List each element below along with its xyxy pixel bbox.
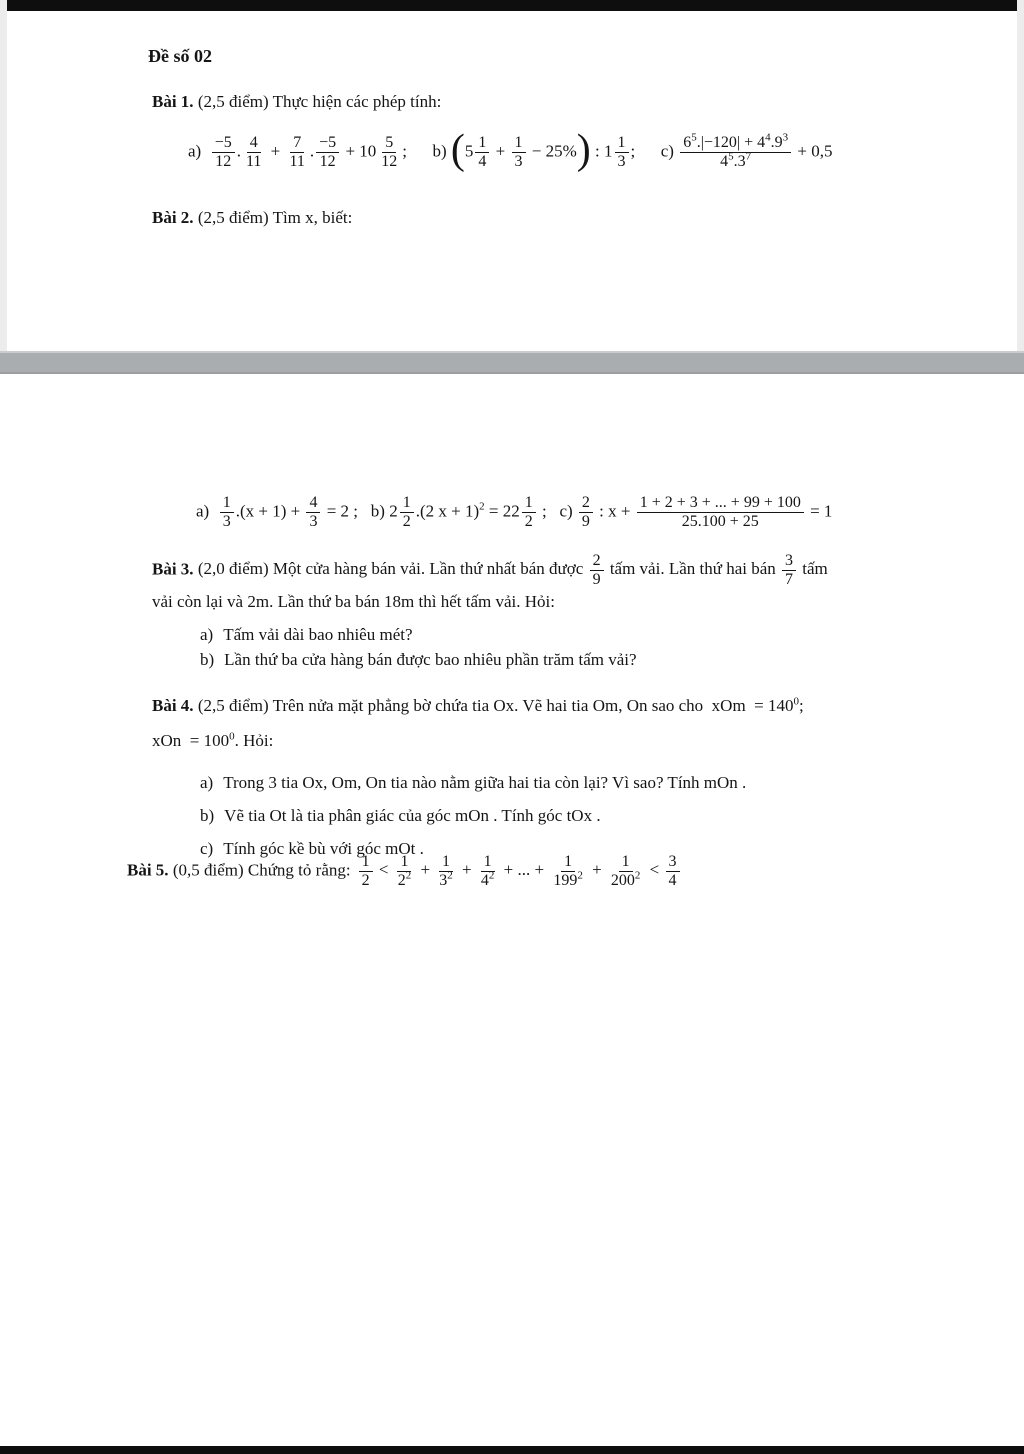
photo-top-bar [7, 0, 1017, 11]
problem-4-statement [152, 688, 952, 758]
item-label: c) [200, 839, 214, 858]
problem-4-item-a [152, 770, 952, 796]
problem-3-item-b [152, 647, 952, 672]
problem-3-statement [152, 552, 952, 615]
problem-2-intro: (2,5 điểm) Tìm x, biết: [193, 208, 353, 227]
problem-5-expressions: $\frac{1}{2}$ < $\frac{1}{2^2}$ + $\frac{1}{3^2}$ + $\frac{1}{4^2}$ + ... + $\frac{1}{199^2}$ + $\frac{1}{200^2}$ < $\frac{3}{4}$ [357, 860, 682, 879]
problem-3-item-a [152, 622, 952, 647]
item-label: a) [200, 624, 214, 644]
item-text: Lần thứ ba cửa hàng bán được bao nhiêu phần trăm tấm vải? [224, 649, 637, 669]
item-label: a) [200, 773, 214, 792]
photo-bottom-bar [0, 1446, 1024, 1454]
problem-2-heading [152, 208, 352, 228]
page-title: Đề số 02 [148, 46, 212, 66]
problem-1-expressions: a) $\frac{-5}{12}$ . $\frac{4}{11}$ + $\frac{7}{11}$ . $\frac{-5}{12}$ + 10 $\frac{5}{12}$ ; b) (5 $\frac{1}{4}$ + $\frac{1}{3}$ − 25%) : 1 $\frac{1}{3}$ ; c) $\frac{6^5.|-120| + 4^4.9^3}{4^5.3^7}$ + 0,5 [188, 127, 833, 174]
problem-5 [127, 853, 927, 890]
item-text: Trong 3 tia Ox, Om, On tia nào nằm giữa hai tia còn lại? Vì sao? Tính mOn . [223, 773, 747, 792]
photo-edge-left [0, 0, 7, 352]
item-text: Vẽ tia Ot là tia phân giác của góc mOn . Tính góc tOx . [224, 806, 601, 825]
photo-stitch-divider [0, 351, 1024, 374]
item-text: Tính góc kề bù với góc mOt . [223, 839, 424, 858]
problem-3 [152, 552, 952, 672]
problem-4-label: Bài 4. [152, 696, 194, 715]
problem-4 [152, 688, 952, 869]
problem-3-items [152, 622, 952, 672]
problem-1-label: Bài 1. [152, 92, 194, 111]
photo-edge-right [1017, 0, 1024, 352]
problem-5-label: Bài 5. [127, 860, 169, 880]
problem-1-heading [152, 92, 441, 112]
problem-4-items [152, 770, 952, 862]
problem-3-text: (2,0 điểm) Một cửa hàng bán vải. Lần thứ nhất bán được $\frac{2}{9}$ tấm vải. Lần thứ hai bán $\frac{3}{7}$ tấm vải còn lại và 2m. Lần thứ ba bán 18m thì hết tấm vải. Hỏi: [152, 552, 828, 611]
problem-2-expressions: a) $\frac{1}{3}$ .(x + 1) + $\frac{4}{3}$ = 2 ; b) 2 $\frac{1}{2}$ .(2 x + 1)$^2$ = 22 $\frac{1}{2}$ ; c) $\frac{2}{9}$ : x + $\frac{1 + 2 + 3 + ... + 99 + 100}{25.100 + 25}$ = 1 [196, 494, 833, 530]
problem-2-label: Bài 2. [152, 208, 194, 227]
item-label: b) [200, 806, 215, 825]
problem-4-item-b [152, 803, 952, 829]
problem-4-text: (2,5 điểm) Trên nửa mặt phẳng bờ chứa tia Ox. Vẽ hai tia Om, On sao cho xOm = $140^0$; xOn = $100^0$. Hỏi: [152, 695, 804, 750]
problem-1-intro: (2,5 điểm) Thực hiện các phép tính: [193, 92, 442, 111]
problem-5-intro: (0,5 điểm) Chứng tỏ rằng: [168, 860, 351, 880]
item-label: b) [200, 649, 215, 669]
problem-3-label: Bài 3. [152, 559, 194, 579]
item-text: Tấm vải dài bao nhiêu mét? [223, 624, 413, 644]
